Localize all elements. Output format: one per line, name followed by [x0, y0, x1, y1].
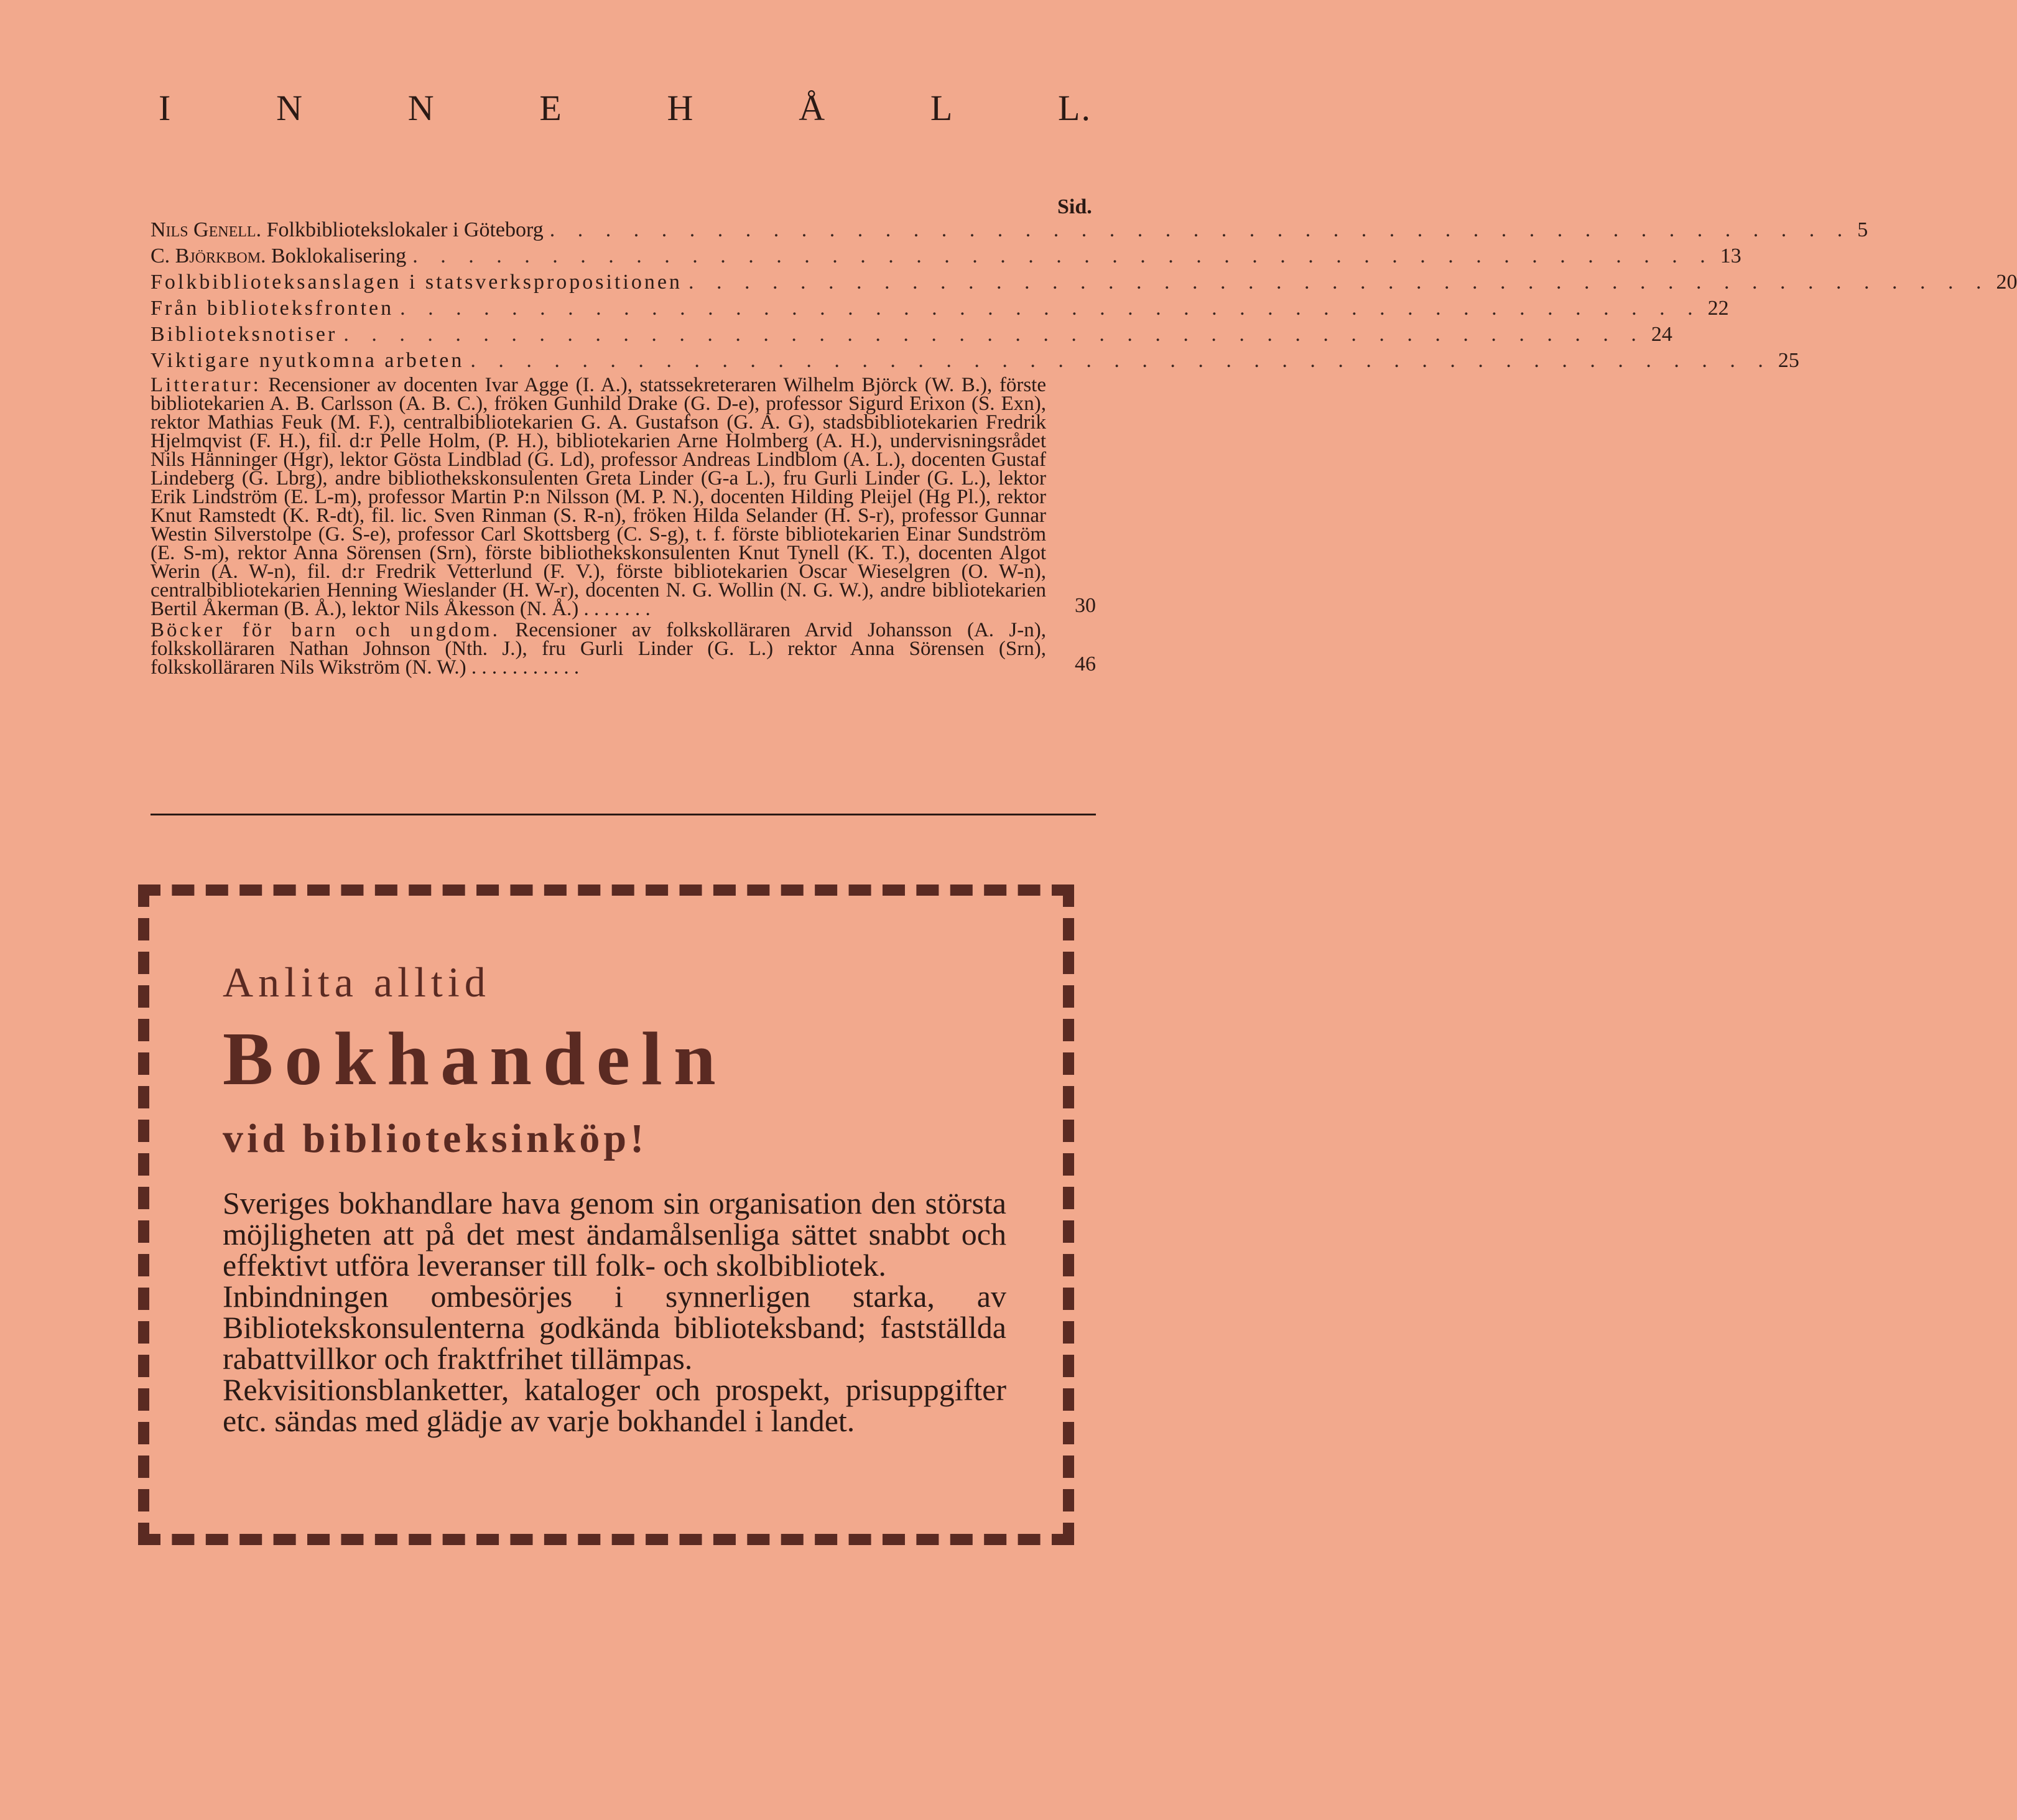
toc-entry [151, 270, 2017, 295]
toc-page: 46 [1075, 652, 1096, 676]
dot-leader: . . . . . . . . . . . . . . . . . . . . . . . . . . . . . . . . . . . . . . . . . . . . . . . [470, 349, 1772, 372]
toc-page: 20 [1996, 271, 2017, 294]
toc-title: Folkbiblioteksanslagen i statsverkspropositionen [151, 271, 682, 294]
ad-paragraph: Rekvisitionsblanketter, kataloger och prospekt, prisuppgifter etc. sändas med glädje av varje bokhandel i landet. [223, 1372, 1006, 1438]
ad-headline-large: Bokhandeln [223, 1017, 727, 1101]
dot-leader: . . . . . . . . . . . . . . . . . . . . . . . . . . . . . . . . . . . . . . . . . . . . . . . [343, 323, 1645, 346]
divider [151, 814, 1096, 815]
toc-litteratur [151, 376, 1096, 618]
table-of-contents [151, 218, 2017, 679]
page-heading [159, 87, 1092, 129]
dot-leader: . . . . . . . [583, 598, 651, 620]
toc-page: 30 [1075, 594, 1096, 617]
toc-title: Boklokalisering [271, 244, 407, 267]
toc-title: Viktigare nyutkomna arbeten [151, 349, 465, 372]
page-column-label: Sid. [1057, 195, 1092, 218]
ad-paragraph: Sveriges bokhandlare hava genom sin organisation den största möjligheten att på det mest ändamålsenliga sättet snabbt och effektivt utföra leveranser till folk- och skolbibliotek. [223, 1186, 1006, 1283]
toc-entry [151, 218, 1868, 243]
dot-leader: . . . . . . . . . . . . . . . . . . . . . . . . . . . . . . . . . . . . . . . . . . . . . . . [412, 244, 1714, 267]
heading-letter: I [159, 88, 172, 128]
advertisement [138, 884, 1074, 1545]
heading-letter: N [407, 88, 435, 128]
toc-title: Folkbibliotekslokaler i Göteborg [266, 218, 544, 241]
toc-page: 22 [1707, 297, 1729, 320]
dot-leader: . . . . . . . . . . . [471, 656, 580, 679]
toc-entry [151, 296, 1729, 321]
toc-page: 25 [1778, 349, 1799, 372]
heading-letter: L. [1058, 88, 1092, 128]
toc-section-label: Litteratur: [151, 374, 261, 396]
toc-page: 5 [1857, 218, 1868, 241]
heading-letter: N [276, 88, 304, 128]
toc-entry [151, 348, 1799, 373]
dot-leader: . . . . . . . . . . . . . . . . . . . . . . . . . . . . . . . . . . . . . . . . . . . . . . . [549, 218, 1852, 241]
toc-page: 13 [1720, 244, 1741, 267]
toc-author: C. Björkbom. [151, 244, 266, 267]
dot-leader: . . . . . . . . . . . . . . . . . . . . . . . . . . . . . . . . . . . . . . . . . . . . . . . [400, 297, 1702, 320]
advertisement-content [223, 958, 1006, 1436]
ad-subheadline: vid biblioteksinköp! [223, 1116, 648, 1161]
toc-author: Nils Genell. [151, 218, 262, 241]
heading-letter: H [667, 88, 695, 128]
ad-headline-small: Anlita alltid [223, 959, 491, 1006]
heading-letter: L [930, 88, 954, 128]
toc-title: Biblioteksnotiser [151, 323, 338, 346]
dot-leader: . . . . . . . . . . . . . . . . . . . . . . . . . . . . . . . . . . . . . . . . . . . . . . . [688, 271, 1990, 294]
toc-page: 24 [1651, 323, 1672, 346]
toc-barn [151, 621, 1096, 677]
toc-entry [151, 244, 1741, 269]
ad-paragraph: Inbindningen ombesörjes i synnerligen starka, av Bibliotekskonsulenterna godkända biblioteksband; fastställda rabattvillkor och fraktfrihet tillämpas. [223, 1279, 1006, 1376]
heading-letter: E [539, 88, 563, 128]
toc-entry [151, 322, 1672, 347]
toc-section-text: Recensioner av folkskolläraren Arvid Johansson (A. J-n), folkskolläraren Nathan Johnson (Nth. J.), fru Gurli Linder (G. L.) rektor Anna Sörensen (Srn), folkskolläraren Nils Wikström (N. W.) [151, 619, 1046, 679]
toc-section-text: Recensioner av docenten Ivar Agge (I. A.), statssekreteraren Wilhelm Björck (W. B.), förste bibliotekarien A. B. Carlsson (A. B. C.), fröken Gunhild Drake (G. D-e), professor Sigurd Erixon (S. Exn), rektor Mathias Feuk (M. F.), centralbibliotekarien G. A. Gustafson (G. A. G), stadsbibliotekarien Fredrik Hjelmqvist (F. H.), fil. d:r Pelle Holm, (P. H.), bibliotekarien Arne Holmberg (A. H.), undervisningsrådet Nils Hänninger (Hgr), lektor Gösta Lindblad (G. Ld), professor Andreas Lindblom (A. L.), docenten Gustaf Lindeberg (G. Lbrg), andre bibliothekskonsulenten Greta Linder (G-a L.), fru Gurli Linder (G. L.), lektor Erik Lindström (E. L-m), professor Martin P:n Nilsson (M. P. N.), docenten Hilding Pleijel (Hg Pl.), rektor Knut Ramstedt (K. R-dt), fil. lic. Sven Rinman (S. R-n), fröken Hilda Selander (H. S-r), professor Gunnar Westin Silverstolpe (G. S-e), professor Carl Skottsberg (C. S-g), t. f. förste bibliotekarien Einar Sundström (E. S-m), rektor Anna Sörensen (Srn), förste bibliothekskonsulenten Knut Tynell (K. T.), docenten Algot Werin (A. W-n), fil. d:r Fredrik Vetterlund (F. V.), förste bibliotekarien Oscar Wieselgren (O. W-n), centralbibliotekarien Henning Wieslander (H. W-r), docenten N. G. Wollin (N. G. W.), andre bibliotekarien Bertil Åkerman (B. Å.), lektor Nils Åkesson (N. Å.) [151, 374, 1046, 620]
toc-title: Från biblioteksfronten [151, 297, 394, 320]
toc-section-label: Böcker för barn och ungdom. [151, 619, 500, 641]
ad-body [223, 1187, 1006, 1436]
heading-letter: Å [799, 88, 827, 128]
